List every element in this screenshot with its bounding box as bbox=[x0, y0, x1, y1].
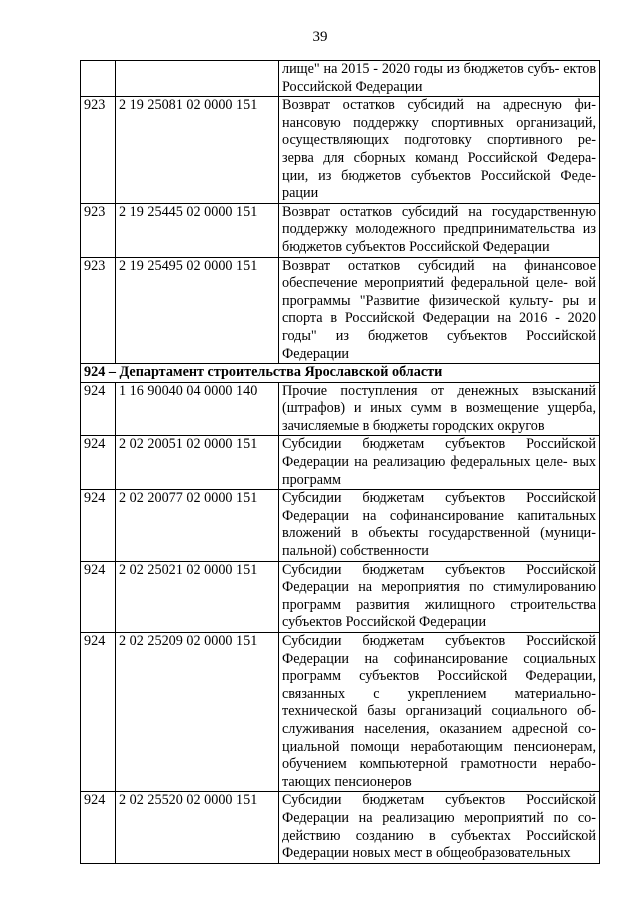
description-line: 2020 годы" из бюджетов субъектов Российской bbox=[282, 310, 596, 344]
budget-code-cell: 1 16 90040 04 0000 140 bbox=[116, 382, 279, 436]
chapter-code-cell: 923 bbox=[81, 203, 116, 257]
description-cell bbox=[279, 97, 600, 204]
description-line: Прочие поступления от денежных взысканий bbox=[282, 382, 596, 399]
chapter-code-cell bbox=[81, 61, 116, 97]
table-row bbox=[81, 436, 600, 490]
description-cell bbox=[279, 792, 600, 863]
description-line: Субсидии бюджетам субъектов Российской bbox=[282, 633, 596, 649]
chapter-code-cell: 924 bbox=[81, 792, 116, 863]
page-number: 39 bbox=[312, 29, 328, 45]
budget-code-cell: 2 19 25445 02 0000 151 bbox=[116, 203, 279, 257]
description-cell bbox=[279, 61, 600, 97]
budget-code-cell: 2 02 25520 02 0000 151 bbox=[116, 792, 279, 863]
table-row bbox=[81, 633, 600, 792]
description-line: поддержку молодежного предпринимательства bbox=[282, 221, 576, 238]
table-row bbox=[81, 203, 600, 257]
description-line: программ развития жилищного строительства bbox=[282, 596, 596, 613]
chapter-code-cell: 924 bbox=[81, 633, 116, 792]
table-body bbox=[81, 61, 600, 864]
budget-code-cell: 2 19 25495 02 0000 151 bbox=[116, 257, 279, 364]
description-line: вых программ bbox=[282, 454, 596, 488]
description-line: ры и спорта в Российской Федерации на 2016 - bbox=[282, 292, 596, 327]
budget-classification-table bbox=[80, 60, 600, 864]
description-line: вложений в объекты государственной (муници- bbox=[282, 525, 596, 542]
description-line: из бюджетов субъектов Российской Федерации bbox=[282, 221, 596, 255]
description-line: нансовую поддержку спортивных организаций, bbox=[282, 114, 596, 131]
description-cell bbox=[279, 561, 600, 632]
section-header-row bbox=[81, 364, 600, 383]
table-row bbox=[81, 561, 600, 632]
description-line: лище" на 2015 - 2020 годы из бюджетов субъ- bbox=[282, 61, 560, 77]
description-line: Возврат остатков субсидий на адресную фи- bbox=[282, 97, 596, 114]
table-row bbox=[81, 61, 600, 97]
chapter-code-cell: 923 bbox=[81, 97, 116, 204]
description-line: Субсидии бюджетам субъектов Российской bbox=[282, 436, 596, 453]
description-line: Федерации на реализацию мероприятий по со- bbox=[282, 809, 596, 826]
budget-code-cell: 2 02 25021 02 0000 151 bbox=[116, 561, 279, 632]
description-line: зачисляемые в бюджеты городских округов bbox=[282, 417, 545, 434]
description-line: субъектов Российской Федерации bbox=[282, 614, 487, 631]
description-line: вой программы "Развитие физической культу- bbox=[282, 275, 596, 309]
chapter-code-cell: 924 bbox=[81, 382, 116, 436]
description-line: служивания населения, оказанием адресной со- bbox=[282, 720, 596, 737]
description-line: Федерации на софинансирование социальных bbox=[282, 650, 596, 667]
description-line: рации bbox=[282, 185, 319, 202]
description-line: действию созданию в субъектах Российской bbox=[282, 827, 596, 844]
budget-code-cell: 2 02 25209 02 0000 151 bbox=[116, 633, 279, 792]
description-line: связанных с укреплением материально- bbox=[282, 685, 596, 702]
description-cell bbox=[279, 257, 600, 364]
description-cell bbox=[279, 633, 600, 792]
table-row bbox=[81, 382, 600, 436]
chapter-code-cell: 923 bbox=[81, 257, 116, 364]
description-line: Субсидии бюджетам субъектов Российской bbox=[282, 792, 596, 809]
description-line: технической базы организаций социального об- bbox=[282, 703, 596, 720]
description-cell bbox=[279, 490, 600, 561]
description-line: пальной) собственности bbox=[282, 543, 429, 560]
description-line: Возврат остатков субсидий на финансовое bbox=[282, 257, 596, 274]
description-line: циальной помощи неработающим пенсионерам, bbox=[282, 738, 596, 755]
budget-code-cell: 2 02 20077 02 0000 151 bbox=[116, 490, 279, 561]
description-line: (штрафов) и иных сумм в возмещение ущерба, bbox=[282, 400, 596, 417]
description-line: Федерации на реализацию федеральных целе- bbox=[282, 454, 568, 471]
chapter-code-cell: 924 bbox=[81, 561, 116, 632]
description-line: Федерации на мероприятия по стимулированию bbox=[282, 579, 596, 596]
description-line: зерва для сборных команд Российской Федера- bbox=[282, 149, 596, 166]
table-row bbox=[81, 792, 600, 863]
description-line: Возврат остатков субсидий на государственную bbox=[282, 203, 596, 220]
description-line: обучением компьютерной грамотности нерабо- bbox=[282, 756, 596, 773]
budget-code-cell: 2 19 25081 02 0000 151 bbox=[116, 97, 279, 204]
budget-code-cell bbox=[116, 61, 279, 97]
description-line: Федерации новых мест в общеобразовательных bbox=[282, 845, 571, 862]
description-cell bbox=[279, 382, 600, 436]
description-line: Субсидии бюджетам субъектов Российской bbox=[282, 490, 596, 507]
chapter-code-cell: 924 bbox=[81, 436, 116, 490]
description-line: программ субъектов Российской Федерации, bbox=[282, 668, 596, 685]
description-line: Федерации на софинансирование капитальных bbox=[282, 507, 596, 524]
description-line: Федерации bbox=[282, 345, 350, 362]
description-line: тающих пенсионеров bbox=[282, 773, 412, 790]
table-row bbox=[81, 490, 600, 561]
section-header: 924 – Департамент строительства Ярославской области bbox=[81, 364, 600, 383]
description-line: осуществляющих подготовку спортивного ре- bbox=[282, 132, 596, 149]
description-line: Субсидии бюджетам субъектов Российской bbox=[282, 561, 596, 578]
description-line: ектов Российской Федерации bbox=[282, 61, 597, 95]
budget-code-cell: 2 02 20051 02 0000 151 bbox=[116, 436, 279, 490]
table-row bbox=[81, 97, 600, 204]
description-cell bbox=[279, 436, 600, 490]
description-line: ции, из бюджетов субъектов Российской Феде- bbox=[282, 167, 596, 184]
description-cell bbox=[279, 203, 600, 257]
description-line: обеспечение мероприятий федеральной целе- bbox=[282, 275, 568, 292]
chapter-code-cell: 924 bbox=[81, 490, 116, 561]
table-row bbox=[81, 257, 600, 364]
